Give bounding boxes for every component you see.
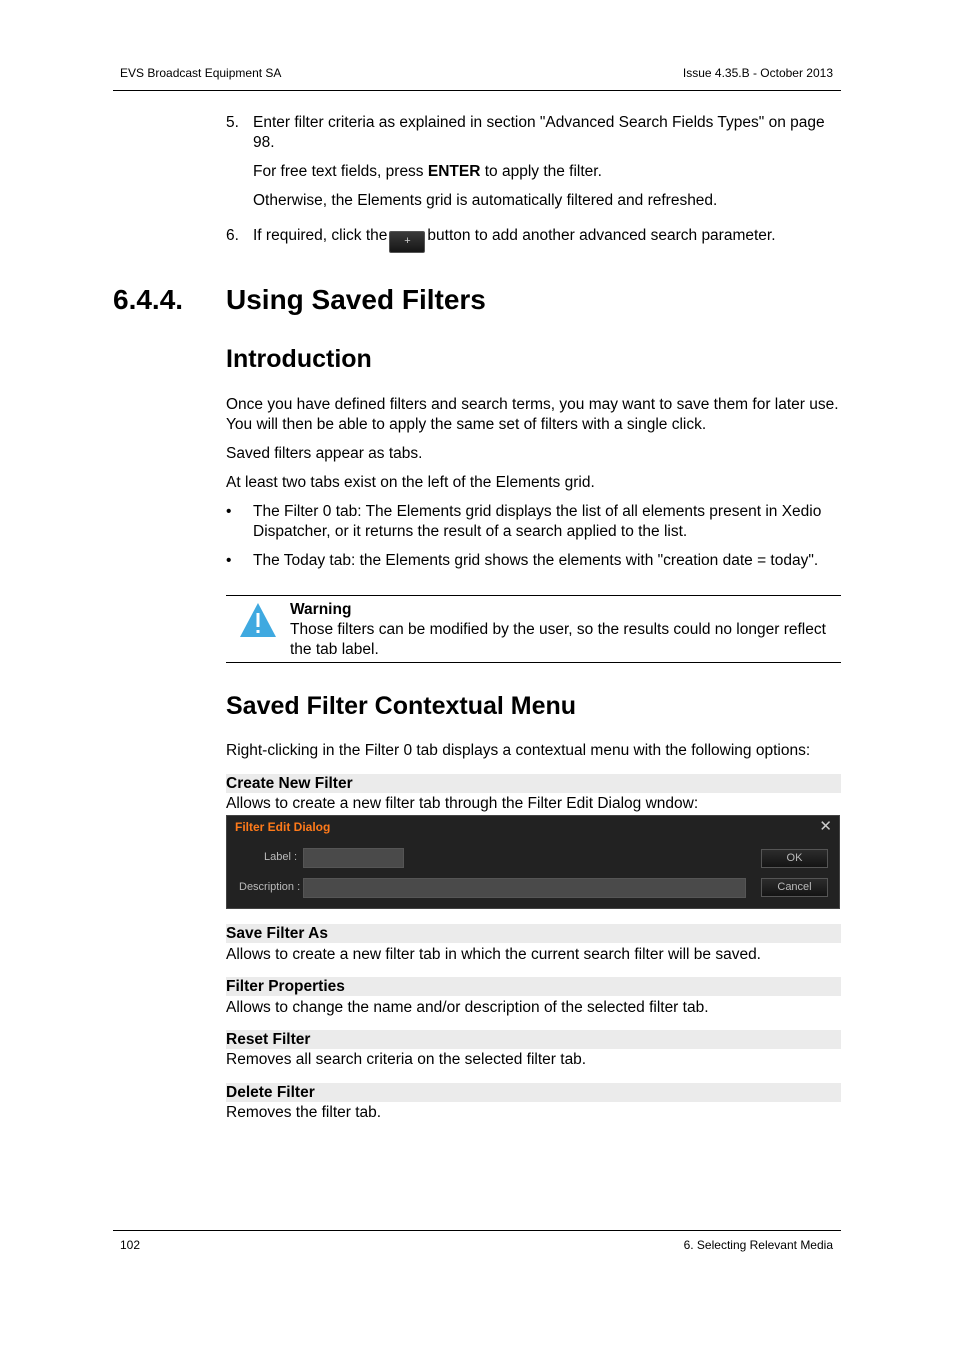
description-caption: Description : [239, 881, 301, 893]
warning-text [290, 620, 840, 660]
step-5-line2: 98. [253, 134, 275, 151]
add-parameter-button[interactable]: + [389, 231, 425, 253]
menu-item-reset-desc: Removes all search criteria on the selected filter tab. [226, 1051, 587, 1068]
bullet-1-line1: The Filter 0 tab: The Elements grid displays the list of all elements present in Xedio [253, 503, 822, 520]
close-icon[interactable]: ✕ [819, 818, 832, 835]
intro-paragraph-3: At least two tabs exist on the left of the Elements grid. [226, 474, 595, 491]
header-issue: Issue 4.35.B - October 2013 [682, 66, 833, 80]
page-number: 102 [120, 1238, 141, 1252]
intro-paragraph-2: Saved filters appear as tabs. [226, 445, 423, 462]
menu-item-save-desc: Allows to create a new filter tab in which the current search filter will be saved. [226, 946, 761, 963]
step-5-number: 5. [226, 114, 239, 131]
menu-item-create-new-filter: Create New Filter [226, 774, 841, 793]
step-6-post: button to add another advanced search parameter. [427, 227, 776, 244]
step-5-line1: Enter filter criteria as explained in section "Advanced Search Fields Types" on page [253, 114, 825, 131]
sub1-post: to apply the filter. [480, 163, 602, 180]
warning-triangle-icon [239, 602, 277, 638]
bullet-2-text: The Today tab: the Elements grid shows the elements with "creation date = today". [253, 552, 819, 569]
menu-item-delete-filter: Delete Filter [226, 1083, 841, 1102]
step-5-text [253, 113, 843, 153]
step-5-sub2: Otherwise, the Elements grid is automatically filtered and refreshed. [253, 192, 718, 209]
bullet-1-text [253, 502, 843, 542]
menu-item-create-desc: Allows to create a new filter tab through the Filter Edit Dialog wndow: [226, 795, 699, 812]
menu-item-filter-properties: Filter Properties [226, 977, 841, 996]
warning-title: Warning [290, 601, 352, 618]
bullet-1-dot: • [226, 503, 232, 520]
menu-item-reset-filter: Reset Filter [226, 1030, 841, 1049]
bullet-1-line2: Dispatcher, or it returns the result of a search applied to the list. [253, 523, 688, 540]
step-6-number: 6. [226, 227, 239, 244]
menu-intro: Right-clicking in the Filter 0 tab displays a contextual menu with the following options: [226, 742, 811, 759]
menu-item-properties-desc: Allows to change the name and/or description of the selected filter tab. [226, 999, 709, 1016]
bullet-2-dot: • [226, 552, 232, 569]
intro-p1-line1: Once you have defined filters and search terms, you may want to save them for later use. [226, 396, 839, 413]
sub1-pre: For free text fields, press [253, 163, 428, 180]
intro-paragraph-1 [226, 395, 846, 435]
footer-chapter: 6. Selecting Relevant Media [683, 1238, 833, 1252]
enter-key: ENTER [427, 163, 481, 180]
step-6-pre: If required, click the [253, 227, 388, 244]
warning-box [226, 595, 841, 663]
header-publisher: EVS Broadcast Equipment SA [120, 66, 282, 80]
label-input[interactable] [303, 848, 404, 868]
introduction-heading: Introduction [226, 345, 372, 373]
menu-heading: Saved Filter Contextual Menu [226, 692, 577, 720]
step-6-text [253, 226, 843, 253]
label-caption: Label : [264, 851, 298, 863]
section-title: Using Saved Filters [226, 284, 486, 315]
dialog-title: Filter Edit Dialog [235, 820, 331, 834]
ok-button[interactable]: OK [761, 849, 828, 868]
footer-rule [113, 1230, 841, 1231]
warning-line1: Those filters can be modified by the user, so the results could no longer reflect [290, 621, 826, 638]
menu-item-save-filter-as: Save Filter As [226, 924, 841, 943]
menu-item-delete-desc: Removes the filter tab. [226, 1104, 382, 1121]
cancel-button[interactable]: Cancel [761, 878, 828, 897]
description-input[interactable] [303, 878, 746, 898]
warning-line2: the tab label. [290, 641, 379, 658]
intro-p1-line2: You will then be able to apply the same set of filters with a single click. [226, 416, 707, 433]
header-rule [113, 90, 841, 91]
section-number: 6.4.4. [113, 284, 184, 315]
filter-edit-dialog [226, 815, 840, 909]
step-5-sub1 [253, 162, 843, 182]
